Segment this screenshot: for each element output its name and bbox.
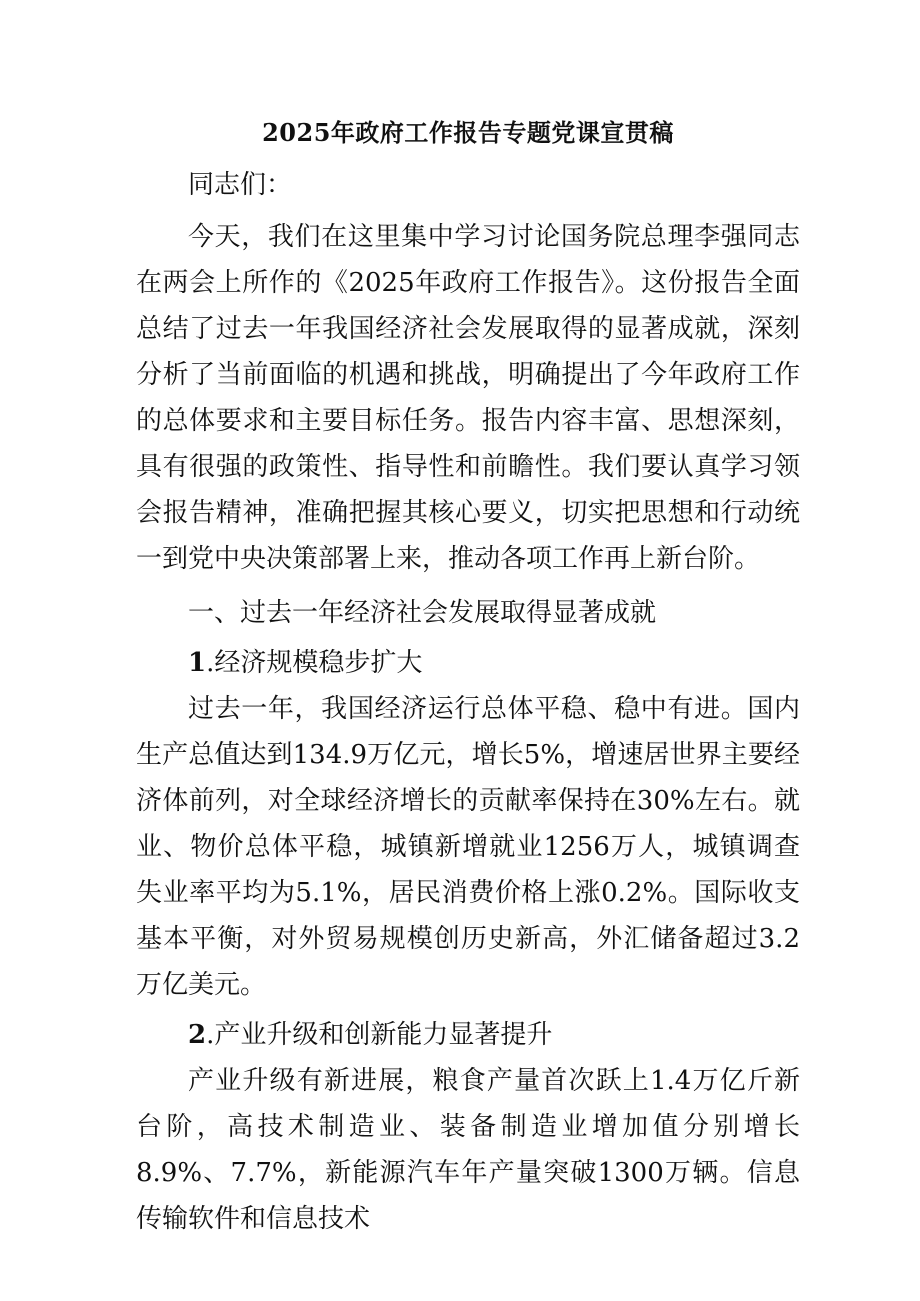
document-title: 2025年政府工作报告专题党课宣贯稿 — [262, 118, 674, 147]
subsection-body-2: 产业升级有新进展，粮食产量首次跃上1.4万亿斤新台阶，高技术制造业、装备制造业增加值分别增长8.9%、7.7%，新能源汽车年产量突破1300万辆。信息传输软件和信息技术 — [136, 1066, 800, 1234]
subsection-title-1: .经济规模稳步扩大 — [206, 648, 423, 678]
salutation: 同志们： — [188, 170, 293, 200]
subsection-title-2: .产业升级和创新能力显著提升 — [206, 1020, 553, 1050]
subsection-body-1: 过去一年，我国经济运行总体平稳、稳中有进。国内生产总值达到134.9万亿元，增长5%，增速居世界主要经济体前列，对全球经济增长的贡献率保持在30%左右。就业、物价总体平稳，城镇新增就业1256万人，城镇调查失业率平均为5.1%，居民消费价格上涨0.2%。国际收支基本平衡，对外贸易规模创历史新高，外汇储备超过3.2万亿美元。 — [136, 694, 800, 1000]
intro-paragraph: 今天，我们在这里集中学习讨论国务院总理李强同志在两会上所作的《2025年政府工作报告》。这份报告全面总结了过去一年我国经济社会发展取得的显著成就，深刻分析了当前面临的机遇和挑战，明确提出了今年政府工作的总体要求和主要目标任务。报告内容丰富、思想深刻，具有很强的政策性、指导性和前瞻性。我们要认真学习领会报告精神，准确把握其核心要义，切实把思想和行动统一到党中央决策部署上来，推动各项工作再上新台阶。 — [136, 222, 800, 574]
subsection-number-2: 2 — [188, 1020, 207, 1050]
subsection-heading-1 — [136, 640, 800, 686]
subsection-number-1: 1 — [188, 648, 207, 678]
subsection-heading-2 — [136, 1012, 800, 1058]
section-heading-1: 一、过去一年经济社会发展取得显著成就 — [188, 598, 657, 628]
